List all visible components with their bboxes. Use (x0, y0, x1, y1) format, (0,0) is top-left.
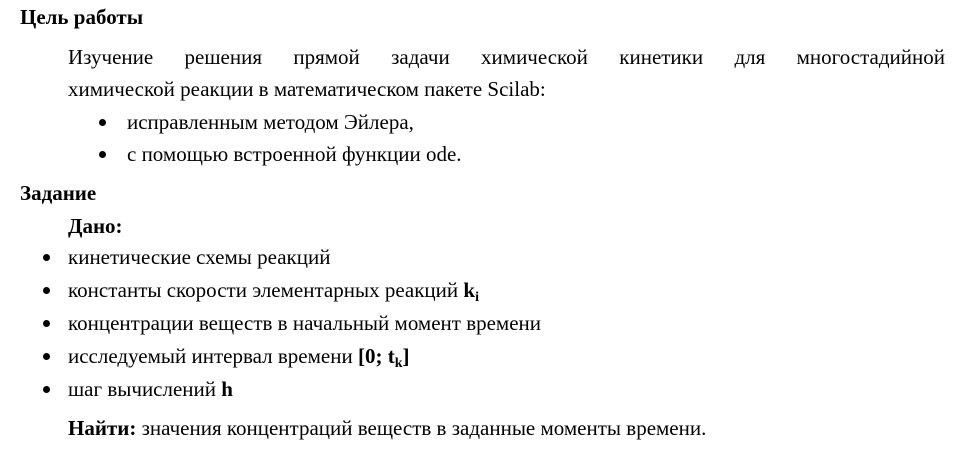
bullet-icon (99, 119, 106, 126)
find-label: Найти: (68, 416, 137, 440)
find-statement (68, 415, 706, 441)
bullet-icon (43, 386, 50, 393)
goal-intro-line1: Изучение решения прямой задачи химической кинетики для многостадийной (68, 45, 945, 69)
given-item-step (68, 376, 233, 402)
given-item-text: шаг вычислений (68, 377, 222, 401)
subscript-k: k (394, 356, 403, 371)
given-item-text: кинетические схемы реакций (68, 245, 331, 269)
goal-heading: Цель работы (20, 5, 144, 29)
given-item-initial-concentrations (68, 310, 541, 336)
find-text: значения концентраций веществ в заданные моменты времени. (136, 416, 707, 440)
given-item-schemes (68, 244, 330, 270)
symbol-k: k (463, 278, 476, 302)
subscript-i: i (475, 290, 479, 305)
bullet-icon (99, 151, 106, 158)
bullet-icon (43, 353, 50, 360)
method-item-euler: исправленным методом Эйлера, (127, 110, 414, 134)
goal-intro-line2: химической реакции в математическом пакете Scilab: (68, 77, 546, 101)
bullet-icon (43, 287, 50, 294)
given-item-text: концентрации веществ в начальный момент времени (68, 311, 542, 335)
given-item-text: константы скорости элементарных реакций (68, 278, 464, 302)
bullet-icon (43, 254, 50, 261)
bullet-icon (43, 320, 50, 327)
given-item-time-interval (68, 343, 409, 369)
interval-open: [0; t (357, 344, 395, 368)
interval-close: ] (402, 344, 410, 368)
symbol-h: h (221, 377, 233, 401)
given-item-rate-constants (68, 277, 479, 303)
given-label: Дано: (68, 214, 123, 238)
given-item-text: исследуемый интервал времени (68, 344, 358, 368)
task-heading: Задание (20, 181, 97, 205)
method-item-ode: с помощью встроенной функции ode. (127, 142, 462, 166)
